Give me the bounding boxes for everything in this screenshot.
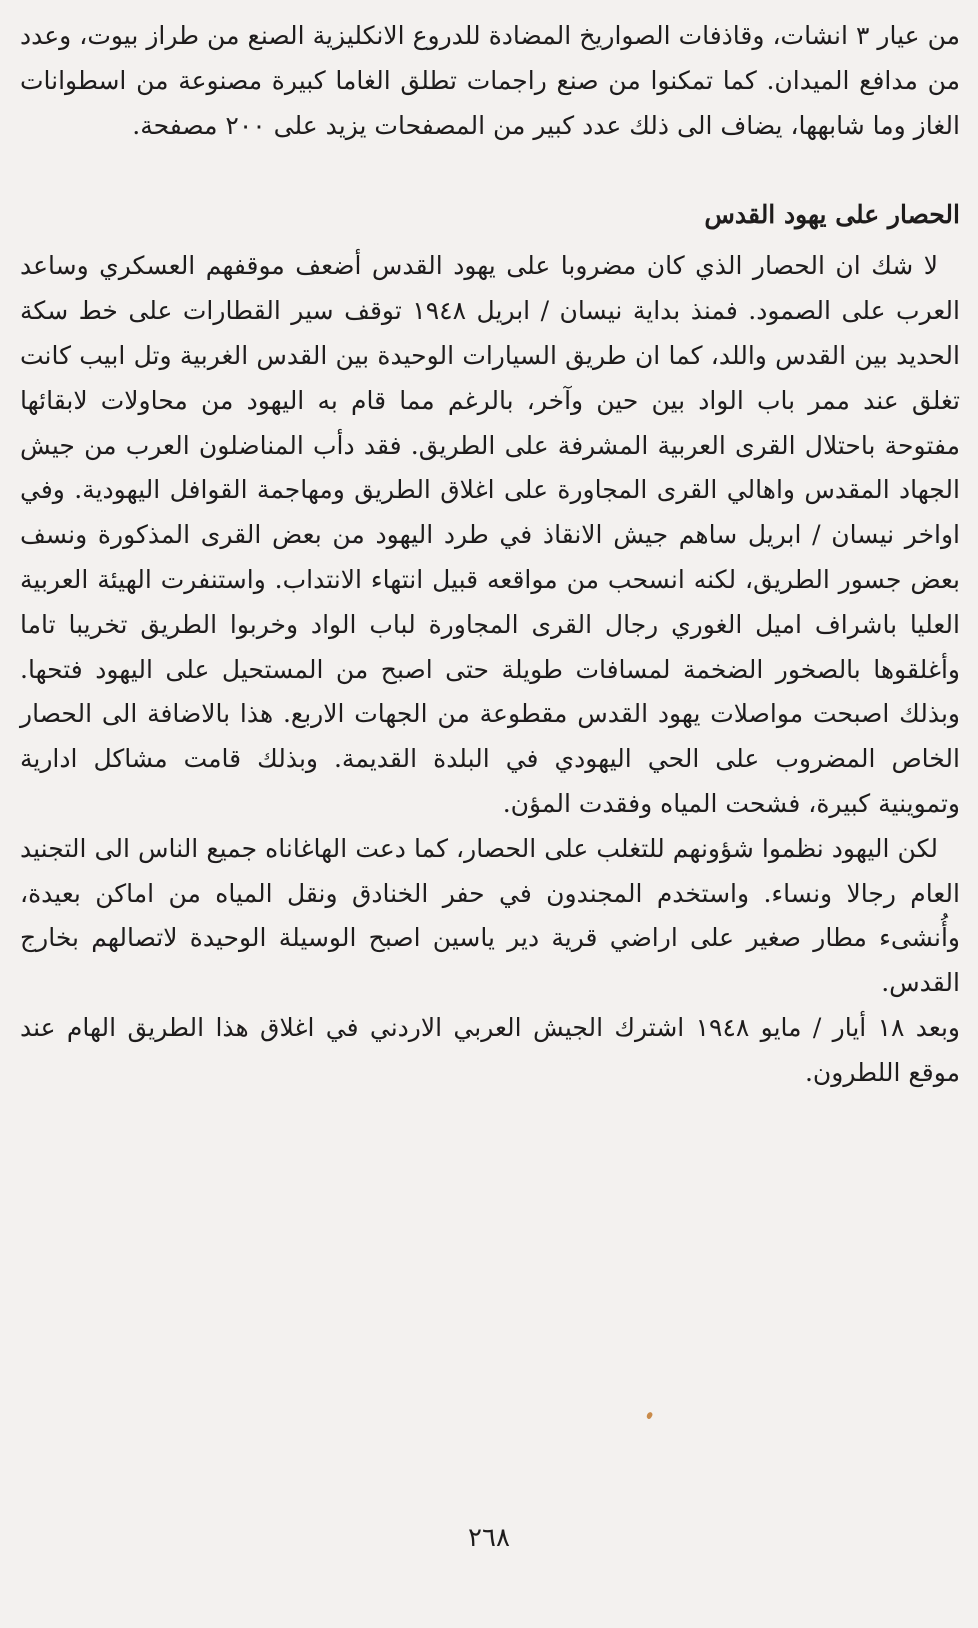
paragraph-weapons: من عيار ٣ انشات، وقاذفات الصواريخ المضادة للدروع الانكليزية الصنع من طراز بيوت، وعدد من مدافع الميدان. كما تمكنوا من صنع راجمات تطلق الغاما كبيرة مصنوعة من اسطوانات الغاز وما شابهها، يضاف الى ذلك عدد كبير من المصفحات يزيد على ٢٠٠ مصفحة. — [20, 21, 961, 140]
paragraph-arab-legion: وبعد ١٨ أيار / مايو ١٩٤٨ اشترك الجيش العربي الاردني في اغلاق هذا الطريق الهام عند موقع اللطرون. — [20, 1012, 960, 1087]
paragraph-siege: لا شك ان الحصار الذي كان مضروبا على يهود القدس أضعف موقفهم العسكري وساعد العرب على الصمود. فمنذ بداية نيسان / ابريل ١٩٤٨ توقف سير القطارات على خط سكة الحديد بين القدس واللد، كما ان طريق السيارات الوحيدة بين القدس الغربية وتل ابيب كانت تغلق عند ممر باب الواد بين حين وآخر، بالرغم مما قام به اليهود من محاولات لابقائها مفتوحة باحتلال القرى العربية المشرفة على الطريق. فقد دأب المناضلون العرب من جيش الجهاد المقدس واهالي القرى المجاورة على اغلاق الطريق ومهاجمة القوافل اليهودية. وفي اواخر نيسان / ابريل ساهم جيش الانقاذ في طرد اليهود من بعض القرى المذكورة ونسف بعض جسور الطريق، لكنه انسحب من مواقعه قبيل انتهاء الانتداب. واستنفرت الهيئة العربية العليا باشراف اميل الغوري رجال القرى المجاورة لباب الواد وخربوا الطريق تخريبا تاما وأغلقوها بالصخور الضخمة لمسافات طويلة حتى اصبح من المستحيل على اليهود فتحها. وبذلك اصبحت مواصلات يهود القدس مقطوعة من الجهات الاربع. هذا بالاضافة الى الحصار الخاص المضروب على الحي اليهودي في البلدة القديمة. وبذلك قامت مشاكل ادارية وتموينية كبيرة، فشحت المياه وفقدت المؤن. — [20, 251, 960, 818]
section-heading: الحصار على يهود القدس — [704, 200, 960, 230]
paper-speck-mark — [645, 1411, 653, 1420]
paragraph-jewish-organization: لكن اليهود نظموا شؤونهم للتغلب على الحصار، كما دعت الهاغاناه جميع الناس الى التجنيد العام رجالا ونساء. واستخدم المجندون في حفر الخنادق ونقل المياه من اماكن بعيدة، وأُنشىء مطار صغير على اراضي قرية دير ياسين اصبح الوسيلة الوحيدة لاتصالهم بخارج القدس. — [20, 833, 960, 998]
page-text-block — [20, 14, 960, 1096]
page-number: ٢٦٨ — [468, 1523, 510, 1553]
